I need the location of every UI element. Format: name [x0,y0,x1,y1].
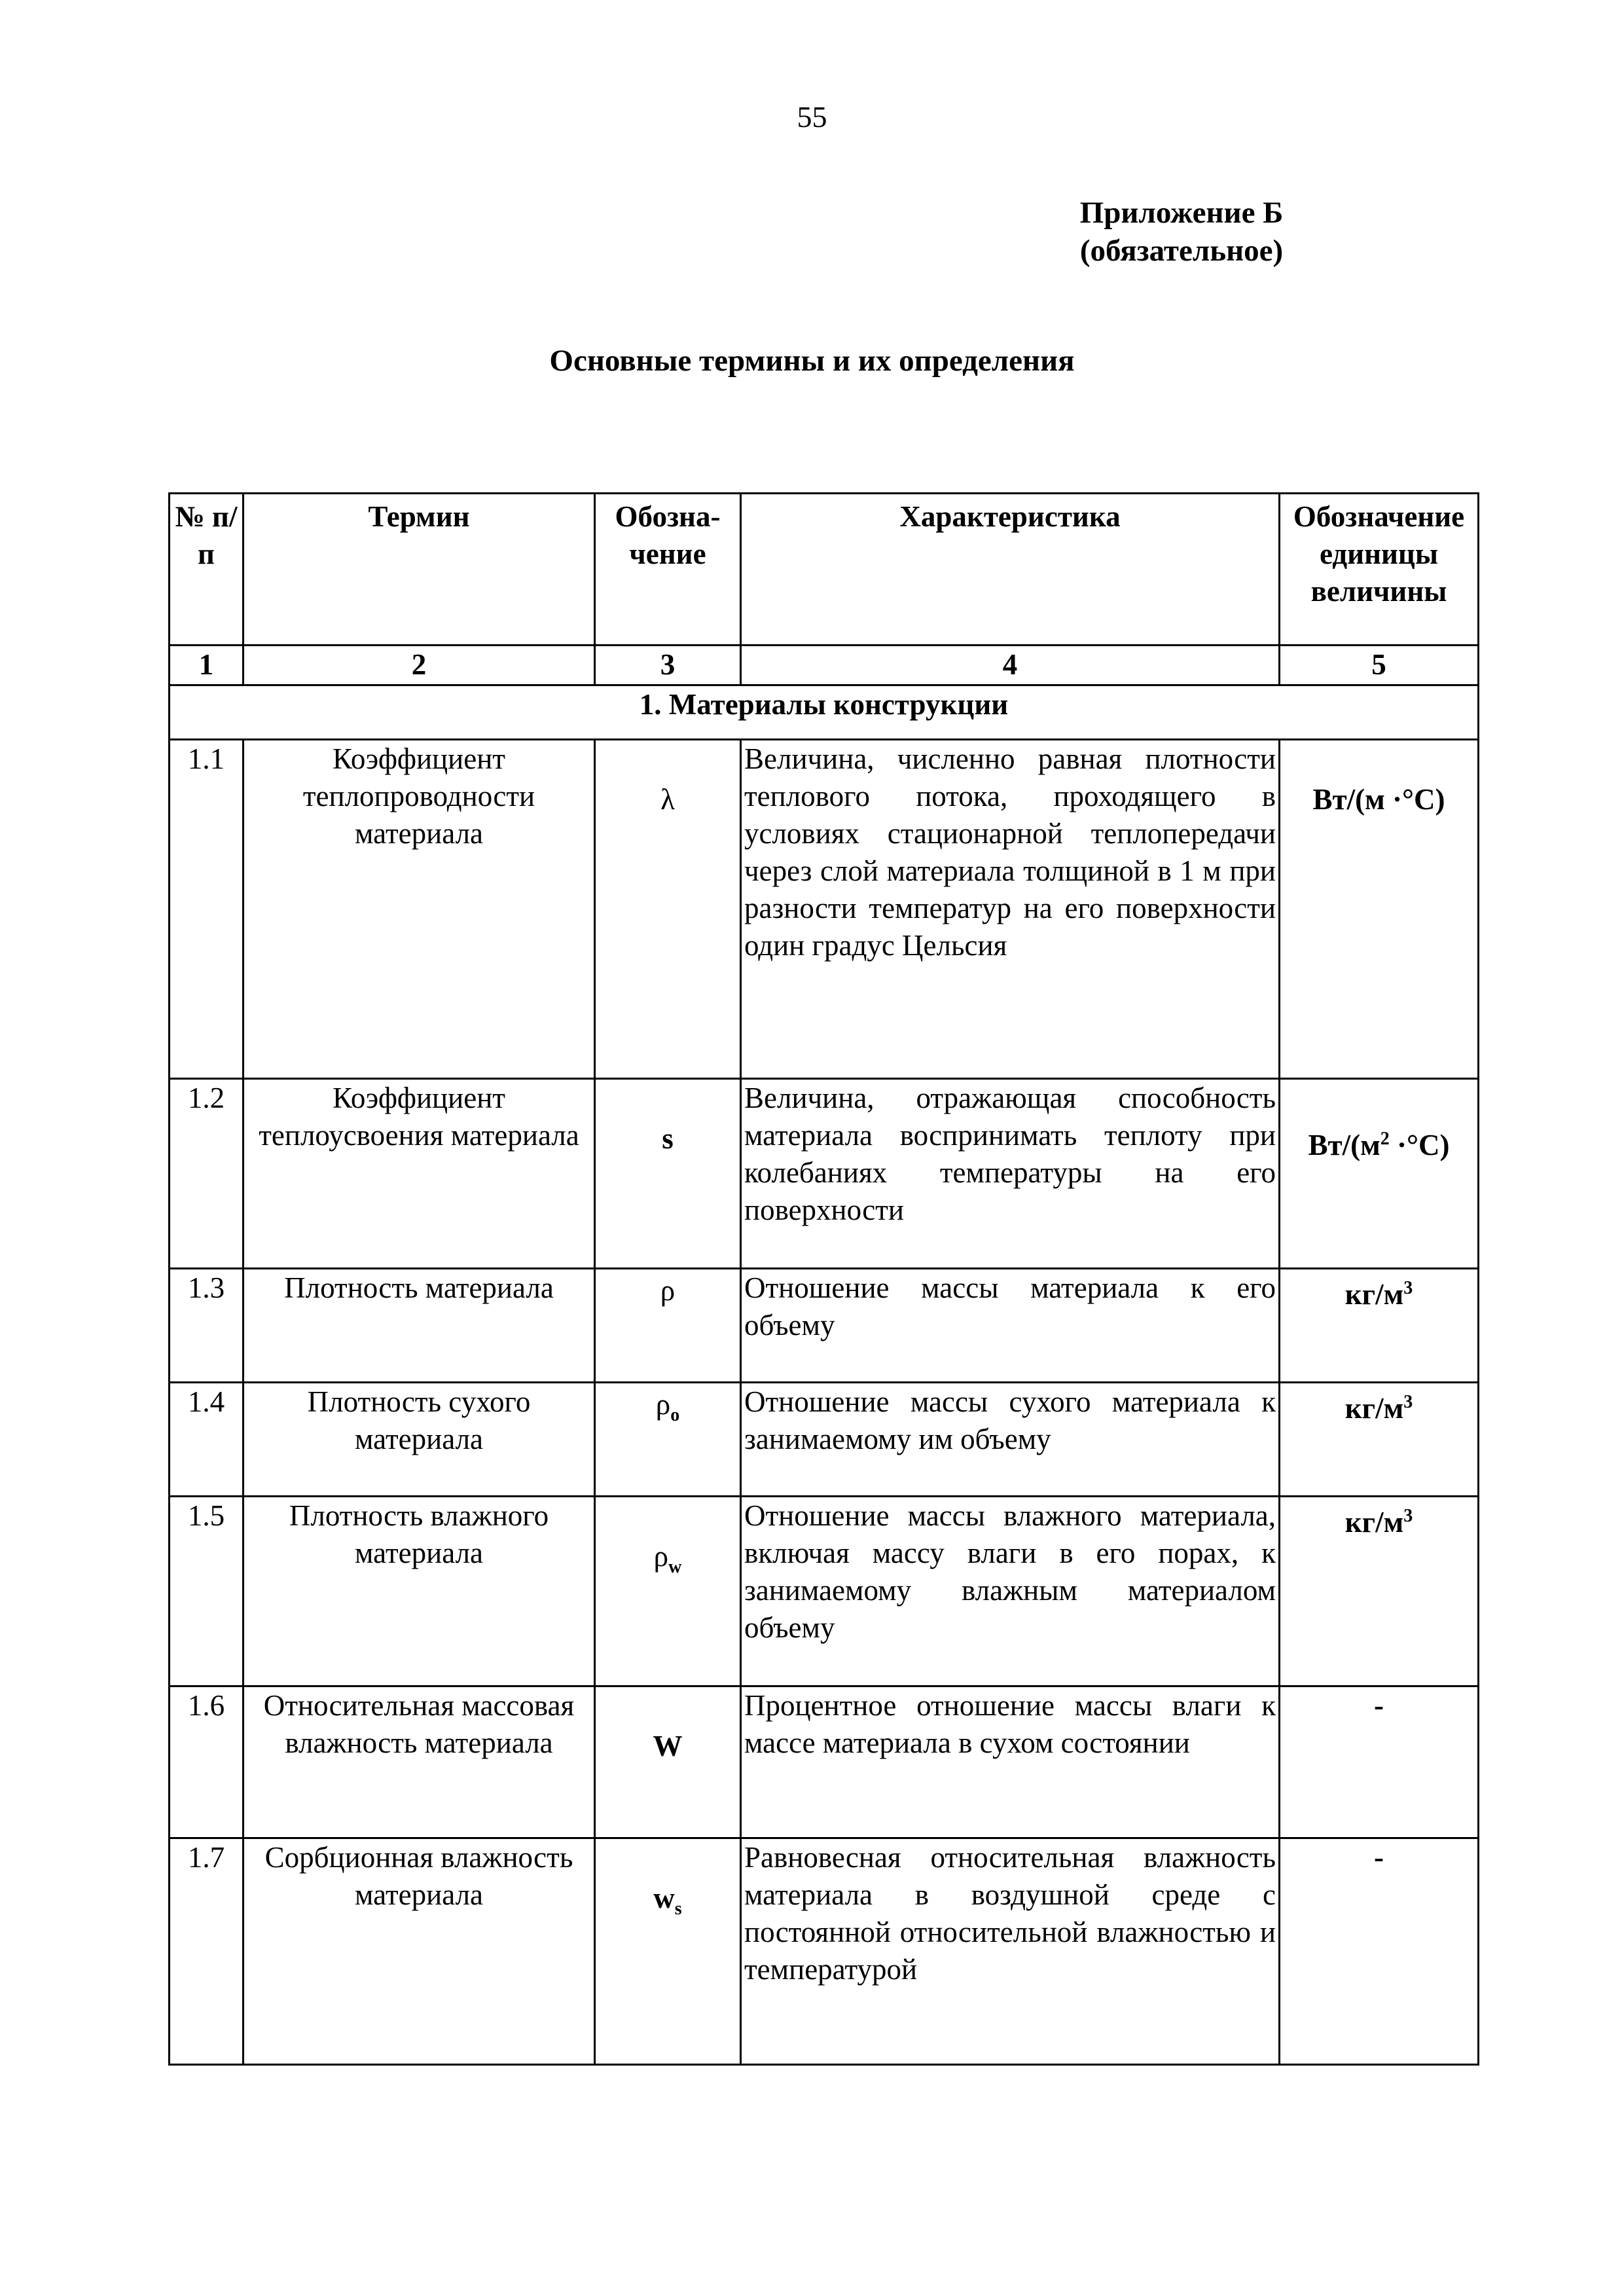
row-number: 1.1 [170,740,244,1079]
unit: $кг/м^3$ [1344,1392,1413,1425]
definition-cell: Отношение массы материала к его объему [741,1269,1280,1383]
table-row [170,1079,1479,1269]
header-term: Термин [244,494,595,646]
symbol-cell [595,740,741,1079]
table-row [170,1269,1479,1383]
column-number-row [170,646,1479,685]
symbol-cell [595,1497,741,1686]
symbol-cell [595,1269,741,1383]
symbol: λ [660,783,675,816]
definition-cell: Величина, отражающая способность материала воспринимать теплоту при колебаниях температуры на его поверхности [741,1079,1280,1269]
term-cell: Относительная массовая влажность материала [244,1686,595,1838]
term-cell: Коэффициент теплоусвоения материала [244,1079,595,1269]
section-row [170,685,1479,740]
symbol: $w_s$ [653,1882,682,1919]
column-number: 2 [244,646,595,685]
unit: $Вт/(м^2 \cdot^\circ С)$ [1308,1129,1450,1161]
symbol: ρ [660,1274,676,1307]
symbol: $\rho_w$ [653,1540,682,1577]
column-number: 1 [170,646,244,685]
unit-cell [1280,1497,1479,1686]
definition-cell: Отношение массы сухого материала к занимаемому им объему [741,1383,1280,1497]
unit-cell [1280,1269,1479,1383]
term-cell: Плотность материала [244,1269,595,1383]
symbol-cell [595,1383,741,1497]
unit-cell [1280,1079,1479,1269]
symbol: $\rho_о$ [655,1388,680,1425]
symbol-cell [595,1686,741,1838]
definition-cell: Величина, численно равная плотности теплового потока, проходящего в условиях стационарной теплопередачи через слой материала толщиной в 1 м при разности температур на его поверхности один градус Цельсия [741,740,1280,1079]
column-number: 4 [741,646,1280,685]
table-row [170,740,1479,1079]
header-row [170,494,1479,646]
header-unit: Обозначение единицы величины [1280,494,1479,646]
table-row [170,1838,1479,2065]
table-row [170,1497,1479,1686]
unit: $кг/м^3$ [1344,1278,1413,1311]
column-number: 3 [595,646,741,685]
unit: Вт/(м ·°С) [1312,783,1445,816]
term-cell: Коэффициент теплопроводности материала [244,740,595,1079]
unit-cell [1280,1686,1479,1838]
unit-cell [1280,1838,1479,2065]
definition-cell: Процентное отношение массы влаги к массе материала в сухом состоянии [741,1686,1280,1838]
table-row [170,1686,1479,1838]
appendix-title: Приложение Б [1079,196,1284,230]
column-number: 5 [1280,646,1479,685]
section-title: 1. Материалы конструкции [170,685,1479,740]
page-number: 55 [797,100,827,134]
appendix-heading [982,194,1381,270]
header-symbol: Обозна-чение [595,494,741,646]
row-number: 1.4 [170,1383,244,1497]
term-cell: Сорбционная влажность материала [244,1838,595,2065]
header-no: № п/п [170,494,244,646]
row-number: 1.5 [170,1497,244,1686]
unit-cell [1280,1383,1479,1497]
unit: $кг/м^3$ [1344,1506,1413,1539]
definition-cell: Отношение массы влажного материала, включая массу влаги в его порах, к занимаемому влажным материалом объему [741,1497,1280,1686]
row-number: 1.6 [170,1686,244,1838]
row-number: 1.7 [170,1838,244,2065]
row-number: 1.2 [170,1079,244,1269]
symbol-cell [595,1079,741,1269]
terms-table [168,492,1479,2066]
header-definition: Характеристика [741,494,1280,646]
unit: - [1374,1841,1384,1874]
term-cell: Плотность сухого материала [244,1383,595,1497]
symbol: W [653,1730,683,1762]
unit: - [1374,1689,1384,1722]
row-number: 1.3 [170,1269,244,1383]
appendix-subtitle: (обязательное) [1079,234,1284,268]
term-cell: Плотность влажного материала [244,1497,595,1686]
symbol-cell [595,1838,741,2065]
table-row [170,1383,1479,1497]
document-title: Основные термины и их определения [549,344,1075,378]
definition-cell: Равновесная относительная влажность материала в воздушной среде с постоянной относительной влажностью и температурой [741,1838,1280,2065]
unit-cell [1280,740,1479,1079]
symbol: s [662,1122,674,1155]
